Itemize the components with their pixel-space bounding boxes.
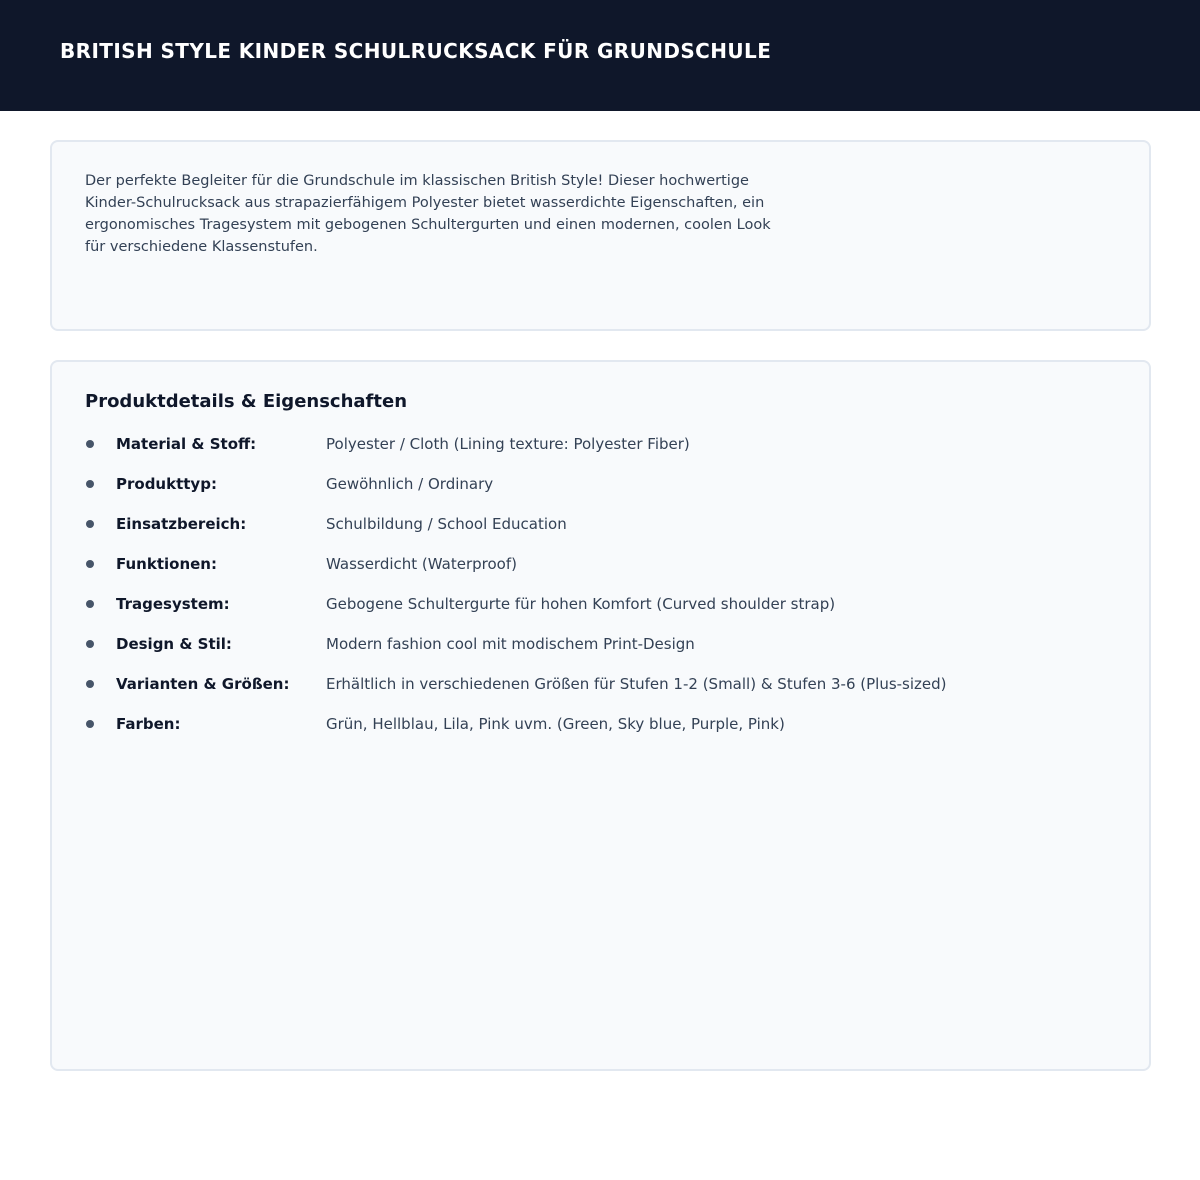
bullet-icon: [86, 600, 94, 608]
page-title: BRITISH STYLE KINDER SCHULRUCKSACK FÜR GRUNDSCHULE: [60, 39, 772, 63]
spec-row-material: [85, 434, 1085, 474]
spec-value: Gebogene Schultergurte für hohen Komfort (Curved shoulder strap): [326, 595, 836, 613]
spec-row-colors: [85, 714, 1085, 754]
spec-value: Grün, Hellblau, Lila, Pink uvm. (Green, Sky blue, Purple, Pink): [326, 715, 785, 733]
spec-value: Polyester / Cloth (Lining texture: Polyester Fiber): [326, 435, 690, 453]
spec-row-usage: [85, 514, 1085, 554]
spec-row-design: [85, 634, 1085, 674]
bullet-icon: [86, 640, 94, 648]
spec-label: Funktionen:: [116, 555, 217, 573]
spec-value: Gewöhnlich / Ordinary: [326, 475, 494, 493]
spec-value: Wasserdicht (Waterproof): [326, 555, 517, 573]
spec-row-carrying-system: [85, 594, 1085, 634]
page-header: [0, 0, 1200, 111]
spec-value: Erhältlich in verschiedenen Größen für Stufen 1-2 (Small) & Stufen 3-6 (Plus-sized): [326, 675, 947, 693]
spec-list: [85, 434, 1085, 754]
bullet-icon: [86, 480, 94, 488]
spec-row-product-type: [85, 474, 1085, 514]
details-card: [50, 360, 1151, 1071]
details-heading: Produktdetails & Eigenschaften: [85, 391, 408, 412]
spec-label: Farben:: [116, 715, 181, 733]
spec-value: Modern fashion cool mit modischem Print-Design: [326, 635, 695, 653]
spec-label: Produkttyp:: [116, 475, 217, 493]
spec-label: Einsatzbereich:: [116, 515, 247, 533]
spec-row-variants: [85, 674, 1085, 714]
spec-value: Schulbildung / School Education: [326, 515, 567, 533]
intro-description: Der perfekte Begleiter für die Grundschule im klassischen British Style! Dieser hochwertige Kinder-Schulrucksack aus strapazierfähigem Polyester bietet wasserdichte Eigenschaften, ein ergonomisches Tragesystem mit gebogenen Schultergurten und einen modernen, coolen Look für verschiedene Klassenstufen.: [85, 173, 771, 255]
spec-label: Varianten & Größen:: [116, 675, 290, 693]
intro-card: [50, 140, 1151, 331]
bullet-icon: [86, 680, 94, 688]
bullet-icon: [86, 520, 94, 528]
spec-label: Design & Stil:: [116, 635, 232, 653]
bullet-icon: [86, 720, 94, 728]
bullet-icon: [86, 560, 94, 568]
spec-label: Tragesystem:: [116, 595, 230, 613]
spec-row-functions: [85, 554, 1085, 594]
spec-label: Material & Stoff:: [116, 435, 257, 453]
bullet-icon: [86, 440, 94, 448]
